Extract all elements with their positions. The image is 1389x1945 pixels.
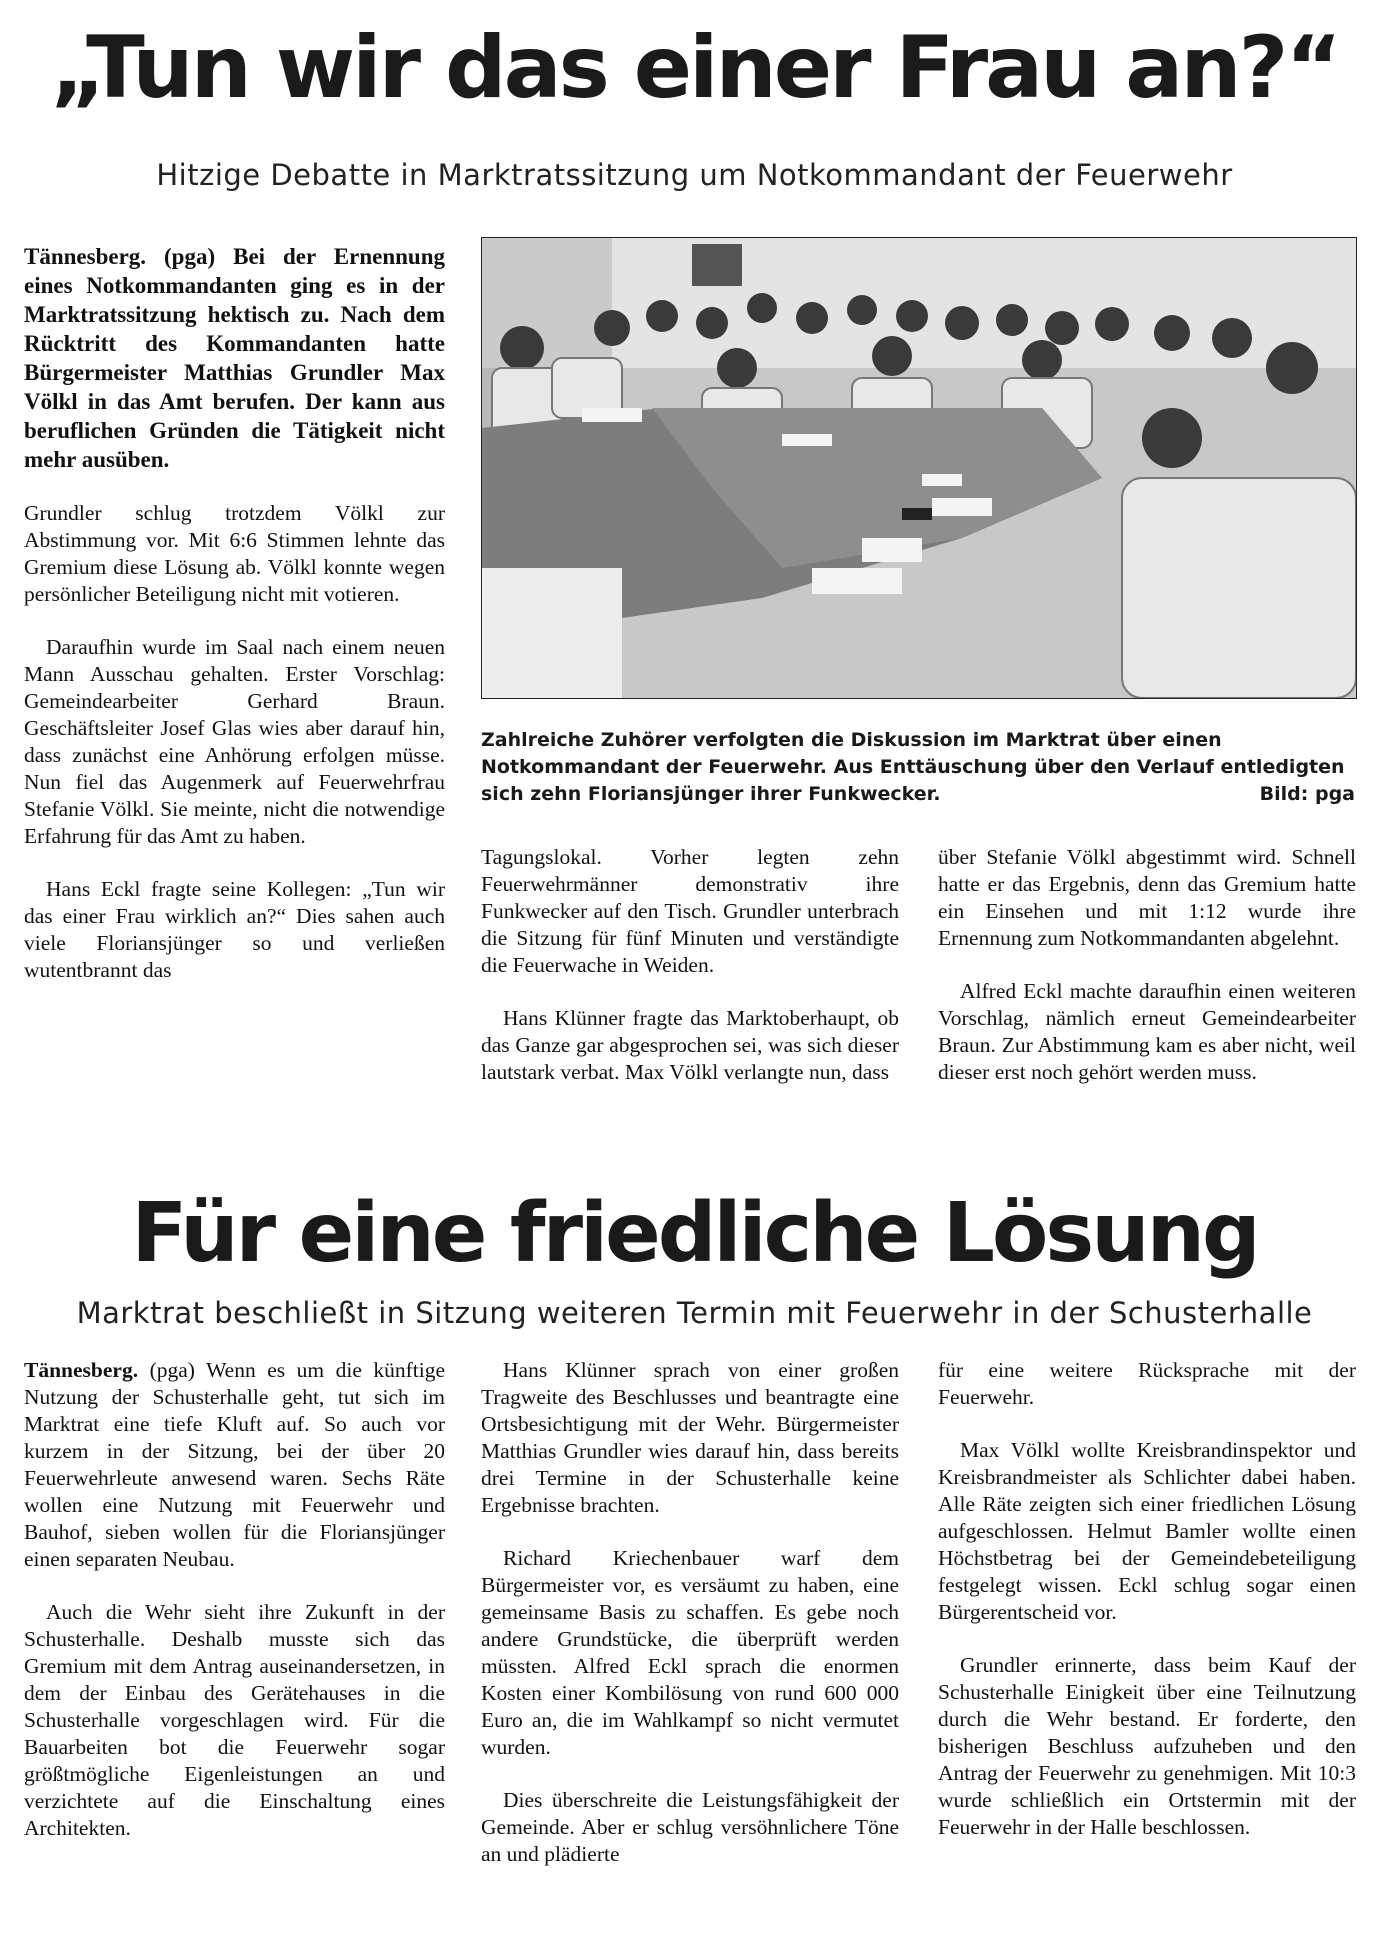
article1-paragraph: Hans Eckl fragte seine Kollegen: „Tun wir das einer Frau wirklich an?“ Dies sahen auch viele Floriansjünger so und verließen wutentbrannt das	[24, 877, 445, 982]
photo-caption	[481, 727, 1355, 808]
article1-column-1	[24, 242, 445, 1010]
article1-column-2	[481, 844, 899, 1112]
article1-paragraph: Alfred Eckl machte daraufhin einen weiteren Vorschlag, nämlich erneut Gemeindearbeiter Braun. Zur Abstimmung kam es aber nicht, weil dieser erst noch gehört werden muss.	[938, 979, 1356, 1084]
article2-subheadline: Marktrat beschließt in Sitzung weiteren Termin mit Feuerwehr in der Schusterhalle	[76, 1296, 1313, 1330]
article2-paragraph: Hans Klünner sprach von einer großen Tragweite des Beschlusses und beantragte eine Ortsbesichtigung mit der Wehr. Bürgermeister Matthias Grundler wies darauf hin, dass bereits drei Termine in der Schusterhalle keine Ergebnisse brachten.	[481, 1358, 899, 1517]
article1-paragraph: Hans Klünner fragte das Marktoberhaupt, ob das Ganze gar abgesprochen sei, was sich dieser lautstark verbat. Max Völkl verlangte nun, dass	[481, 1006, 899, 1084]
article2-paragraph	[24, 1357, 445, 1573]
article2-paragraph: Dies überschreite die Leistungsfähigkeit der Gemeinde. Aber er schlug versöhnlichere Töne an und plädierte	[481, 1788, 899, 1866]
article2-headline: Für eine friedliche Lösung	[131, 1186, 1258, 1281]
article2-paragraph: Grundler erinnerte, dass beim Kauf der Schusterhalle Einigkeit über eine Teilnutzung durch die Wehr bestand. Er forderte, den bisherigen Beschluss aufzuheben und den Antrag der Feuerwehr zu genehmigen. Mit 10:3 wurde schließlich ein Ortstermin mit der Feuerwehr in der Halle beschlossen.	[938, 1653, 1356, 1839]
article1-paragraph: Daraufhin wurde im Saal nach einem neuen Mann Ausschau gehalten. Erster Vorschlag: Gemeindearbeiter Gerhard Braun. Geschäftsleiter Josef Glas wies aber darauf hin, dass zunächst eine Anhörung erfolgen müsse. Nun fiel das Augenmerk auf Feuerwehrfrau Stefanie Völkl. Sie meinte, nicht die notwendige Erfahrung für das Amt zu haben.	[24, 635, 445, 848]
article2-column-1	[24, 1357, 445, 1868]
article2-column-3	[938, 1357, 1356, 1867]
article2-paragraph: Auch die Wehr sieht ihre Zukunft in der Schusterhalle. Deshalb musste sich das Gremium mit dem Antrag auseinandersetzen, in dem der Einbau des Gerätehauses in die Schusterhalle vorgeschlagen wird. Für die Bauarbeiten bot die Feuerwehr sogar größtmögliche Eigenleistungen an und verzichtete auf die Einschaltung eines Architekten.	[24, 1600, 445, 1840]
article1-subheadline: Hitzige Debatte in Marktratssitzung um Notkommandant der Feuerwehr	[156, 158, 1233, 192]
article2-paragraph: für eine weitere Rücksprache mit der Feuerwehr.	[938, 1358, 1356, 1409]
photo-credit: Bild: pga	[1259, 783, 1355, 805]
article2-lead-text: (pga) Wenn es um die künftige Nutzung der Schusterhalle geht, tut sich im Marktrat eine tiefe Kluft auf. So auch vor kurzem in der Sitzung, bei der über 20 Feuerwehrleute anwesend waren. Sechs Räte wollen eine Nutzung mit Feuerwehr und Bauhof, sieben wollen für die Floriansjünger einen separaten Neubau.	[24, 1358, 446, 1571]
article2-paragraph: Max Völkl wollte Kreisbrandinspektor und Kreisbrandmeister als Schlichter dabei haben. Alle Räte zeigten sich einer friedlichen Lösung aufgeschlossen. Helmut Bamler wollte einen Höchstbetrag bei der Gemeindebeteiligung festgelegt wissen. Eckl schlug sogar einen Bürgerentscheid vor.	[938, 1438, 1356, 1624]
article2-place: Tännesberg.	[24, 1358, 139, 1382]
article2-paragraph: Richard Kriechenbauer warf dem Bürgermeister vor, es versäumt zu haben, eine gemeinsame Basis zu schaffen. Es gebe noch andere Grundstücke, die überprüft werden müssten. Alfred Eckl sprach die enormen Kosten einer Kombilösung von rund 600 000 Euro an, die im Wahlkampf so nicht vermutet wurden.	[481, 1546, 899, 1759]
meeting-photo	[481, 237, 1357, 699]
article1-paragraph: über Stefanie Völkl abgestimmt wird. Schnell hatte er das Ergebnis, denn das Gremium hatte ein Einsehen und mit 1:12 wurde ihre Ernennung zum Notkommandanten abgelehnt.	[938, 845, 1356, 950]
article2-column-2	[481, 1357, 899, 1894]
article1-column-3	[938, 844, 1356, 1112]
article1-paragraph: Grundler schlug trotzdem Völkl zur Abstimmung vor. Mit 6:6 Stimmen lehnte das Gremium diese Lösung ab. Völkl konnte wegen persönlicher Beteiligung nicht mit votieren.	[24, 501, 445, 606]
article1-paragraph: Tagungslokal. Vorher legten zehn Feuerwehrmänner demonstrativ ihre Funkwecker auf den Tisch. Grundler unterbrach die Sitzung für fünf Minuten und verständigte die Feuerwache in Weiden.	[481, 845, 899, 977]
caption-text: Zahlreiche Zuhörer verfolgten die Diskussion im Marktrat über einen Notkommandant der Feuerwehr. Aus Enttäuschung über den Verlauf entledigten sich zehn Floriansjünger ihrer Funkwecker.	[481, 729, 1345, 805]
article1-lead: Tännesberg. (pga) Bei der Ernennung eines Notkommandanten ging es in der Marktratssitzung hektisch zu. Nach dem Rücktritt des Kommandanten hatte Bürgermeister Matthias Grundler Max Völkl in das Amt berufen. Der kann aus beruflichen Gründen die Tätigkeit nicht mehr ausüben.	[24, 244, 445, 472]
article1-headline: „Tun wir das einer Frau an?“	[50, 18, 1339, 118]
